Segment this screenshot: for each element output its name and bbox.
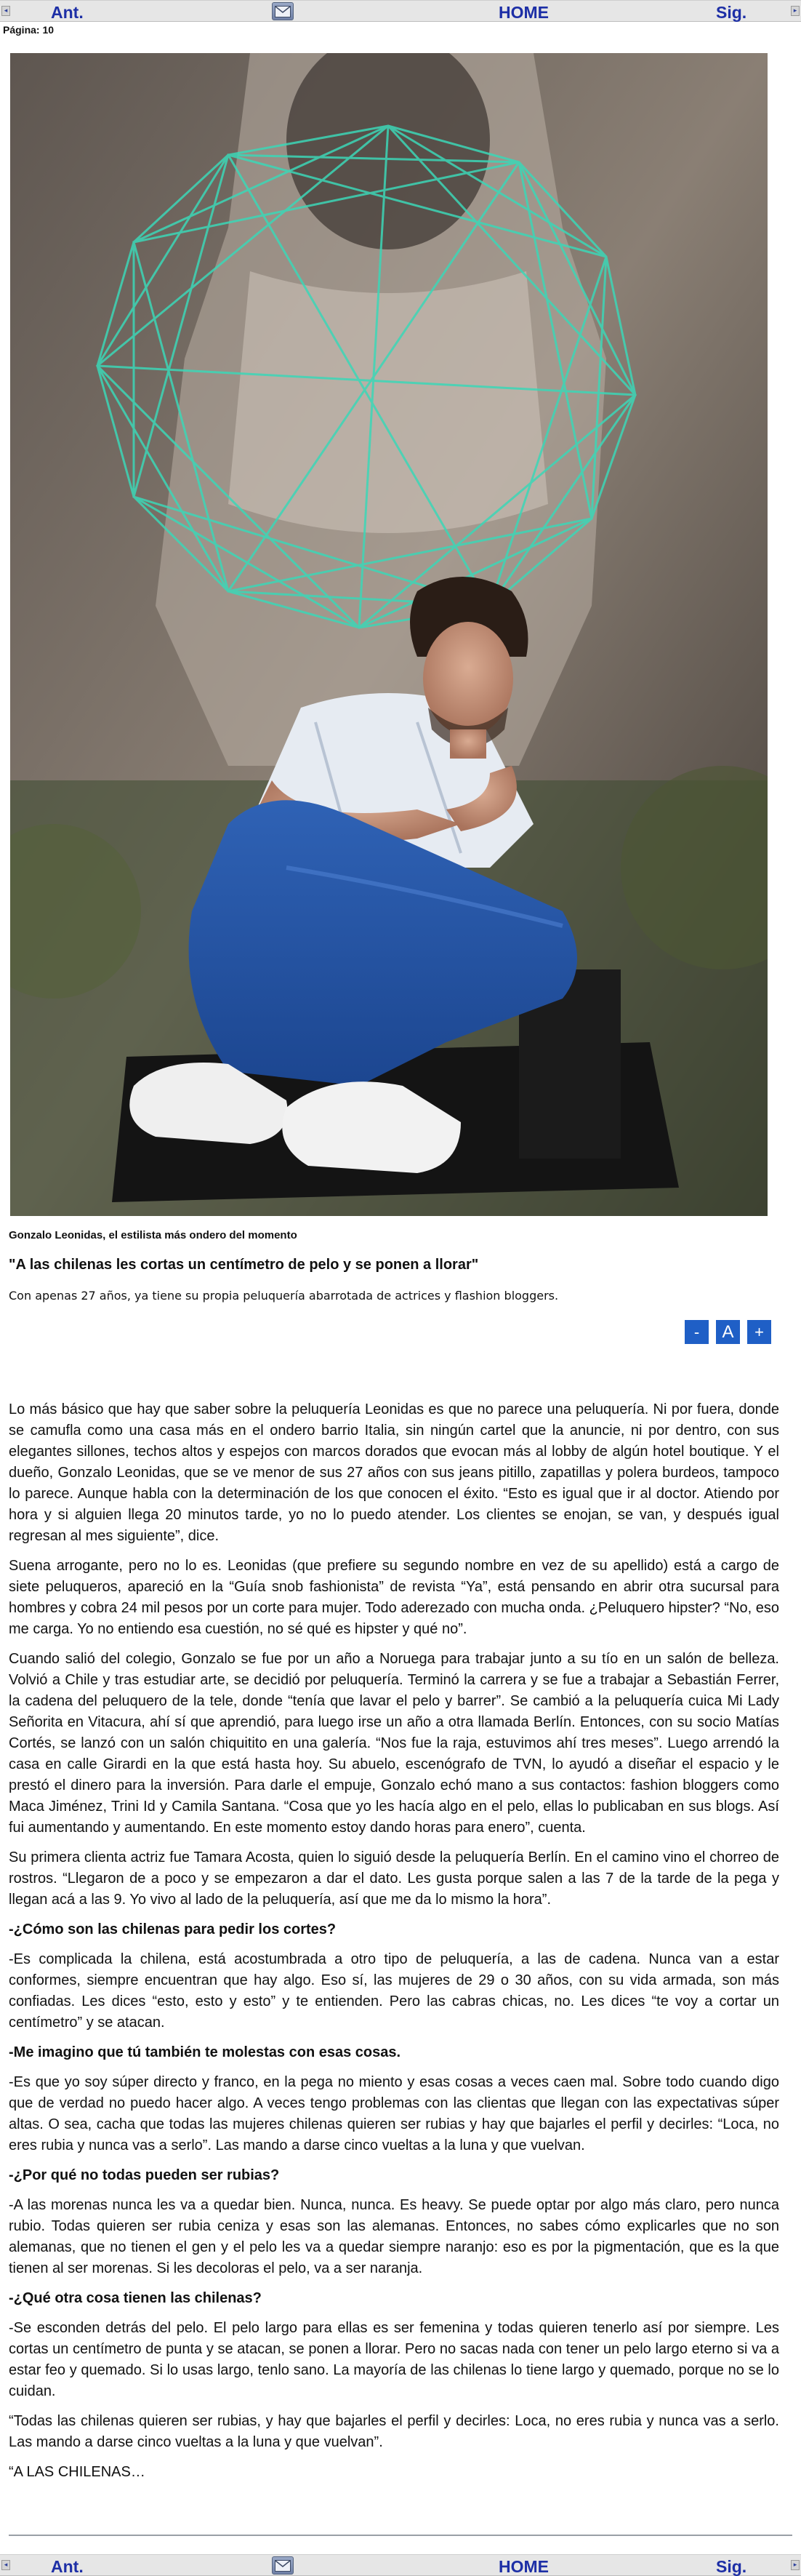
- footer-divider: [9, 2535, 792, 2536]
- top-navigation-bar: [0, 0, 801, 22]
- article-paragraph: -A las morenas nunca les va a quedar bien. Nunca, nunca. Es heavy. Se puede optar por algo más claro, pero nunca rubio. Todas quieren ser rubia ceniza y esas son las alemanas. Entonces, no sabes cómo explicarles que no son alemanas, que no tienen el gen y el pelo les va a quedar siempre naranjo: eso es por la pigmentación, que es la que tienen al ser morenas. Si les decoloras el pelo, va a ser naranja.: [9, 2197, 779, 2276]
- portrait-photo: [10, 53, 768, 1216]
- home-link[interactable]: HOME: [499, 2557, 549, 2576]
- interview-question: -¿Cómo son las chilenas para pedir los cortes?: [9, 1921, 337, 1937]
- article-subhead: Con apenas 27 años, ya tiene su propia peluquería abarrotada de actrices y flashion bloggers.: [9, 1289, 559, 1303]
- bottom-navigation-bar: [0, 2554, 801, 2576]
- interview-question: -¿Por qué no todas pueden ser rubias?: [9, 2167, 280, 2183]
- article-paragraph: Su primera clienta actriz fue Tamara Acosta, quien lo siguió desde la peluquería Berlín. En el camino vino el chorreo de rostros. “Llegaron de a poco y se empezaron a dar el dato. Les gusta porque salen a las 7 de la tarde de la pega y llegan acá a las 9. Yo vivo al lado de la peluquería, así que me da lo mismo la hora”.: [9, 1849, 779, 1908]
- pull-quote: “Todas las chilenas quieren ser rubias, y hay que bajarles el perfil y decirles: Loca, no eres rubia y nunca vas a serlo. Las mando a darse cinco vueltas a la luna y que vuelvan”.: [9, 2413, 779, 2450]
- article-paragraph: Suena arrogante, pero no lo es. Leonidas (que prefiere su segundo nombre en vez de su apellido) está a cargo de siete peluqueros, apareció en la “Guía snob fashionista” de revista “Ya”, está pensando en abrir otra sucursal para hombres y cobra 24 mil pesos por un corte para mujer. Todo aderezado con mucha onda. ¿Peluquero hipster? “No, eso me carga. Yo no entiendo esa cuestión, no sé qué es hipster y qué no”.: [9, 1558, 779, 1637]
- article-paragraph: -Es que yo soy súper directo y franco, en la pega no miento y esas cosas a veces caen mal. Sobre todo cuando digo que de verdad no puedo hacer algo. A veces tengo problemas con las clientas que llegan con las expectativas súper altas. O sea, cacha que todas las mujeres chilenas quieren ser rubias y hay que bajarles el perfil y decirles: “Loca, no eres rubia y nunca vas a serlo”. Las mando a darse cinco vueltas a la luna y que vuelvan.: [9, 2074, 779, 2153]
- interview-question: -¿Qué otra cosa tienen las chilenas?: [9, 2290, 262, 2306]
- arrow-left-icon[interactable]: ◂: [1, 2560, 10, 2570]
- article-paragraph: -Se esconden detrás del pelo. El pelo largo para ellas es ser femenina y todas quieren tenerlo así por siempre. Les cortas un centímetro de punta y se atacan, se ponen a llorar. Pero no sacas nada con tener un pelo largo eterno si va a estar feo y quemado. Si lo usas largo, tenlo sano. La mayoría de las chilenas lo tiene largo y quemado, porque no se lo cuidan.: [9, 2320, 779, 2399]
- continuation-text: “A LAS CHILENAS…: [9, 2464, 145, 2480]
- previous-page-link[interactable]: Ant.: [51, 3, 84, 22]
- home-link[interactable]: HOME: [499, 3, 549, 22]
- article-body: [9, 1399, 779, 2492]
- arrow-left-icon[interactable]: ◂: [1, 6, 10, 16]
- envelope-icon: [275, 6, 291, 17]
- mail-icon[interactable]: [272, 2, 294, 20]
- reset-font-button[interactable]: A: [716, 1320, 740, 1344]
- increase-font-button[interactable]: +: [747, 1320, 771, 1344]
- arrow-right-icon[interactable]: ▸: [791, 6, 800, 16]
- arrow-right-icon[interactable]: ▸: [791, 2560, 800, 2570]
- next-page-link[interactable]: Sig.: [716, 2557, 747, 2576]
- next-page-link[interactable]: Sig.: [716, 3, 747, 22]
- decrease-font-button[interactable]: -: [685, 1320, 709, 1344]
- article-paragraph: Lo más básico que hay que saber sobre la peluquería Leonidas es que no parece una peluquería. Ni por fuera, donde se camufla como una casa más en el ondero barrio Italia, sin ningún cartel que la anuncie, ni por dentro, con sus elegantes sillones, techos altos y espejos con marcos dorados que evocan más al lobby de algún hotel boutique. Y el dueño, Gonzalo Leonidas, que se ve menor de sus 27 años con sus jeans pitillo, zapatillas y polera burdeos, tampoco lo parece. Aunque habla con la determinación de los que conocen el éxito. “Esto es igual que ir al doctor. Atiendo por hora y si alguien llega 20 minutos tarde, yo no lo puedo atender. Los clientes se enojan, se van, y después igual regresan al mes siguiente”, dice.: [9, 1401, 779, 1544]
- article-headline: "A las chilenas les cortas un centímetro de pelo y se ponen a llorar": [9, 1257, 479, 1273]
- photo-caption: Gonzalo Leonidas, el estilista más ondero del momento: [9, 1229, 297, 1241]
- interview-question: -Me imagino que tú también te molestas con esas cosas.: [9, 2044, 401, 2060]
- article-paragraph: Cuando salió del colegio, Gonzalo se fue por un año a Noruega para trabajar junto a su tío en un salón de belleza. Volvió a Chile y tras estudiar arte, se decidió por peluquería. Terminó la carrera y se fue a trabajar a Sebastián Ferrer, la cadena del peluquero de la tele, donde “tenía que lavar el pelo y barrer”. Se cambió a la peluquería cuica Mi Lady Señorita en Vitacura, ahí sí que aprendió, para luego irse un año a otra llamada Berlín. Entonces, con su socio Matías Cortés, se lanzó con un salón chiquitito en una galería. “Nos fue la raja, estuvimos ahí tres meses”. Luego arrendó la casa en calle Girardi en la que está hasta hoy. Su abuelo, escenógrafo de TVN, lo ayudó a diseñar el espacio y le prestó el dinero para la inversión. Para darle el empuje, Gonzalo echó mano a sus contactos: fashion bloggers como Maca Jiménez, Trini Id y Camila Santana. “Cosa que yo les hacía algo en el pelo, ellas lo publicaban en sus blogs. Así fui aumentando y aumentando. En este momento estoy dando horas para enero”, cuenta.: [9, 1651, 779, 1836]
- page-number: Página: 10: [3, 24, 55, 36]
- article-paragraph: -Es complicada la chilena, está acostumbrada a otro tipo de peluquería, a las de cadena. Nunca van a estar conformes, siempre encuentran que hay algo. Eso sí, las mujeres de 29 o 30 años, con su vida armada, son más confiadas. Les dices “esto, esto y esto” y te entienden. Pero las cabras chicas, no. Les dices “te voy a cortar un centímetro” y se atacan.: [9, 1951, 779, 2031]
- article-photo: [10, 53, 768, 1216]
- font-size-controls: [685, 1320, 771, 1344]
- mail-icon[interactable]: [272, 2556, 294, 2575]
- previous-page-link[interactable]: Ant.: [51, 2557, 84, 2576]
- envelope-icon: [275, 2560, 291, 2572]
